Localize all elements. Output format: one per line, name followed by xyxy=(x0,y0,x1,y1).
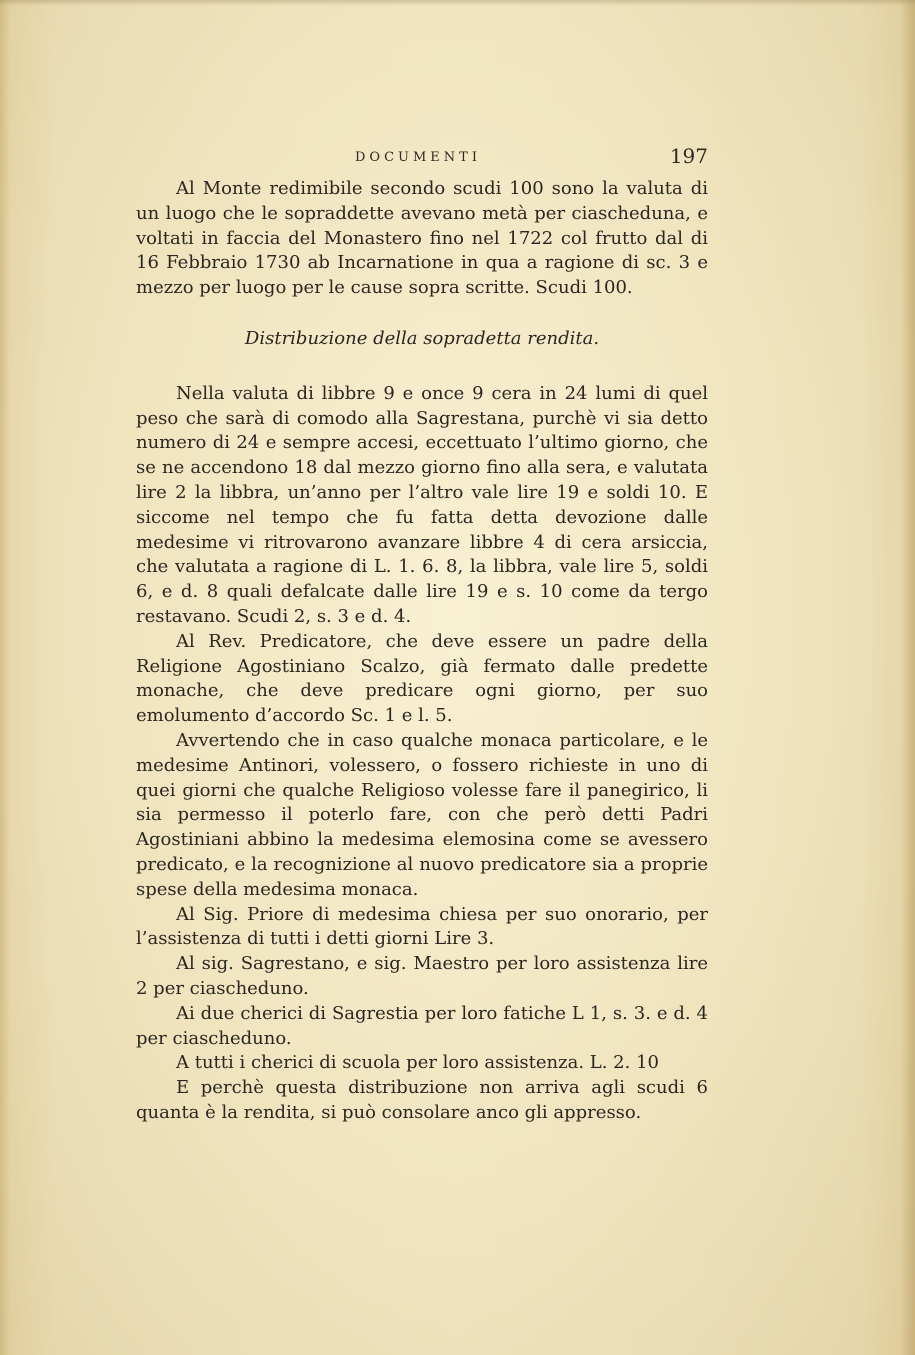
running-header xyxy=(140,142,712,176)
page-edge-left xyxy=(0,0,10,1355)
paragraph-cherici-sagrestia: Ai due cherici di Sagrestia per loro fatiche L 1, s. 3. e d. 4 per ciascheduno. xyxy=(136,1002,708,1049)
running-title: DOCUMENTI xyxy=(355,150,481,165)
paragraph-priore: Al Sig. Priore di medesima chiesa per suo onorario, per l’assistenza di tutti i detti giorni Lire 3. xyxy=(136,903,708,950)
paragraph-predicatore: Al Rev. Predicatore, che deve essere un padre della Religione Agostiniano Scalzo, già fermato dalle predette monache, che deve predicare ogni giorno, per suo emolumento d’accordo Sc. 1 e l. 5. xyxy=(136,630,708,727)
paragraph-monte: Al Monte redimibile secondo scudi 100 sono la valuta di un luogo che le sopraddette avevano metà per ciascheduna, e voltati in faccia del Monastero fino nel 1722 col frutto dal di 16 Febbraio 1730 ab Incarnatione in qua a ragione di sc. 3 e mezzo per luogo per le cause sopra scritte. Scudi 100. xyxy=(136,178,708,299)
body-text xyxy=(136,177,708,1126)
paragraph-cherici-scuola: A tutti i cherici di scuola per loro assistenza. L. 2. 10 xyxy=(176,1052,659,1074)
page-edge-top xyxy=(0,0,915,6)
paragraph-avvertendo: Avvertendo che in caso qualche monaca particolare, e le medesime Antinori, volessero, o fossero richieste in uno di quei giorni che qualche Religioso volesse fare il panegirico, li sia permesso il poterlo fare, con che però detti Padri Agostiniani abbino la medesima elemosina come se avessero predicato, e la recognizione al nuovo predicatore sia a proprie spese della medesima monaca. xyxy=(136,729,708,900)
paragraph-sagrestano: Al sig. Sagrestano, e sig. Maestro per loro assistenza lire 2 per ciascheduno. xyxy=(136,953,708,999)
paragraph-cera: Nella valuta di libbre 9 e once 9 cera in 24 lumi di quel peso che sarà di comodo alla Sagrestana, purchè vi sia detto numero di 24 e sempre accesi, eccettuato l’ultimo giorno, che se ne accendono 18 dal mezzo giorno fino alla sera, e valutata lire 2 la libbra, un’anno per l’altro vale lire 19 e soldi 10. E siccome nel tempo che fu fatta detta devozione dalle medesime vi ritrovarono avanzare libbre 4 di cera arsiccia, che valutata a ragione di L. 1. 6. 8, la libbra, vale lire 5, soldi 6, e d. 8 quali defalcate dalle lire 19 e s. 10 come da tergo restavano. Scudi 2, s. 3 e d. 4. xyxy=(136,382,708,627)
section-heading: Distribuzione della sopradetta rendita. xyxy=(244,327,600,349)
page-number: 197 xyxy=(669,144,708,168)
paragraph-distribuzione: E perchè questa distribuzione non arriva agli scudi 6 quanta è la rendita, si può consolare anco gli appresso. xyxy=(136,1077,708,1123)
page-edge-right xyxy=(901,0,915,1355)
